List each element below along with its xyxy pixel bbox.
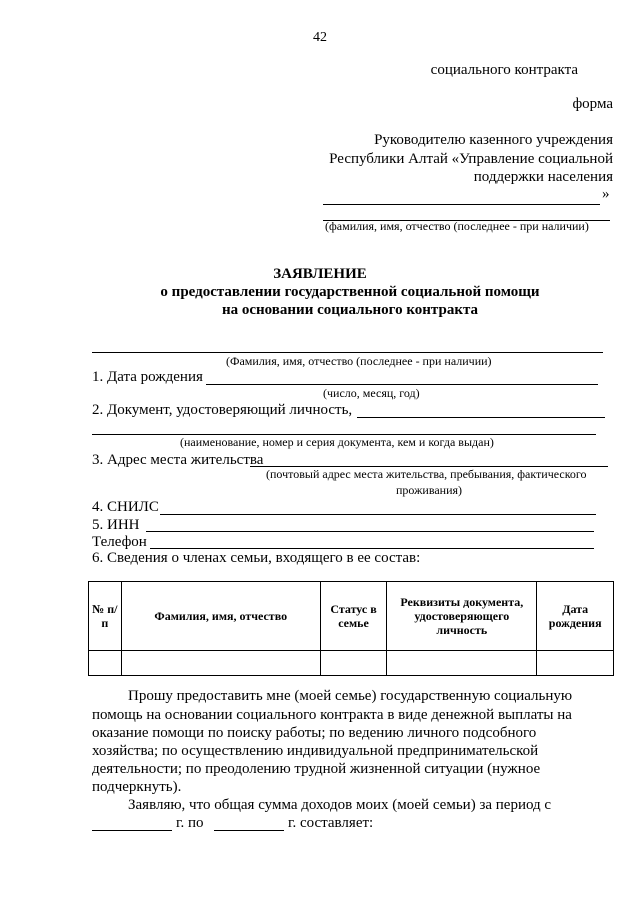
family-table-row [89,651,614,676]
col-status: Статус в семье [320,582,386,651]
page-number: 42 [313,30,327,45]
request-paragraph-line-3: оказание помощи по поиску работы; по ведению личного подсобного [92,725,537,741]
birth-date-field[interactable] [206,384,598,385]
document-hint: (наименование, номер и серия документа, кем и когда выдан) [180,435,494,449]
request-paragraph-line-5: деятельности; по преодолению трудной жизненной ситуации (нужное [92,761,541,777]
addressee-line-2: Республики Алтай «Управление социальной [329,151,613,167]
request-paragraph-line-6: подчеркнуть). [92,779,182,795]
header-form-label: форма [572,96,613,112]
document-title: ЗАЯВЛЕНИЕ [273,266,367,282]
header-line-1: социального контракта [430,62,578,78]
inn-label: 5. ИНН [92,517,140,533]
col-birth-date: Дата рождения [537,582,614,651]
inn-field[interactable] [146,531,594,532]
income-period-end-text: г. составляет: [288,815,374,831]
addressee-quote-close: » [602,186,610,202]
document-subtitle-1: о предоставлении государственной социальной помощи [160,284,540,300]
document-field-1[interactable] [357,417,605,418]
cell-birth-date[interactable] [537,651,614,676]
fio-field[interactable] [92,352,603,353]
income-period-from-field[interactable] [92,830,172,831]
family-label: 6. Сведения о членах семьи, входящего в ее состав: [92,550,421,566]
request-paragraph-text: помощь на основании социального контракта в виде денежной выплаты на [92,707,572,723]
address-label: 3. Адрес места жительства [92,452,264,468]
addressee-line-1: Руководителю казенного учреждения [374,132,613,148]
income-paragraph-line-1: Заявляю, что общая сумма доходов моих (моей семьи) за период с [128,797,552,813]
cell-status[interactable] [320,651,386,676]
address-hint-1: (почтовый адрес места жительства, пребывания, фактического [266,467,587,481]
birth-date-hint: (число, месяц, год) [323,386,420,400]
col-fio: Фамилия, имя, отчество [121,582,320,651]
family-table-header-row [89,582,614,651]
addressee-org-blank[interactable] [323,204,600,205]
cell-number[interactable] [89,651,122,676]
cell-fio[interactable] [121,651,320,676]
fio-hint: (Фамилия, имя, отчество (последнее - при наличии) [226,354,492,368]
addressee-name-hint: (фамилия, имя, отчество (последнее - при наличии) [325,219,589,233]
col-number: № п/п [89,582,122,651]
document-subtitle-2: на основании социального контракта [221,302,479,318]
income-period-to-field[interactable] [214,830,284,831]
request-paragraph-line-2 [92,706,614,724]
cell-document[interactable] [387,651,537,676]
income-period-mid-text: г. по [176,815,204,831]
address-hint-2: проживания) [396,483,463,497]
request-paragraph-line-1: Прошу предоставить мне (моей семье) государственную социальную [128,688,573,704]
document-label: 2. Документ, удостоверяющий личность, [92,402,353,418]
snils-field[interactable] [160,514,596,515]
phone-label: Телефон [92,534,147,550]
request-paragraph-line-4: хозяйства; по осуществлению индивидуальной предпринимательской [92,743,539,759]
snils-label: 4. СНИЛС [92,499,159,515]
addressee-line-3: поддержки населения [473,169,613,185]
family-table [88,581,614,676]
birth-date-label: 1. Дата рождения [92,369,203,385]
col-document: Реквизиты документа, удостоверяющего личность [387,582,537,651]
